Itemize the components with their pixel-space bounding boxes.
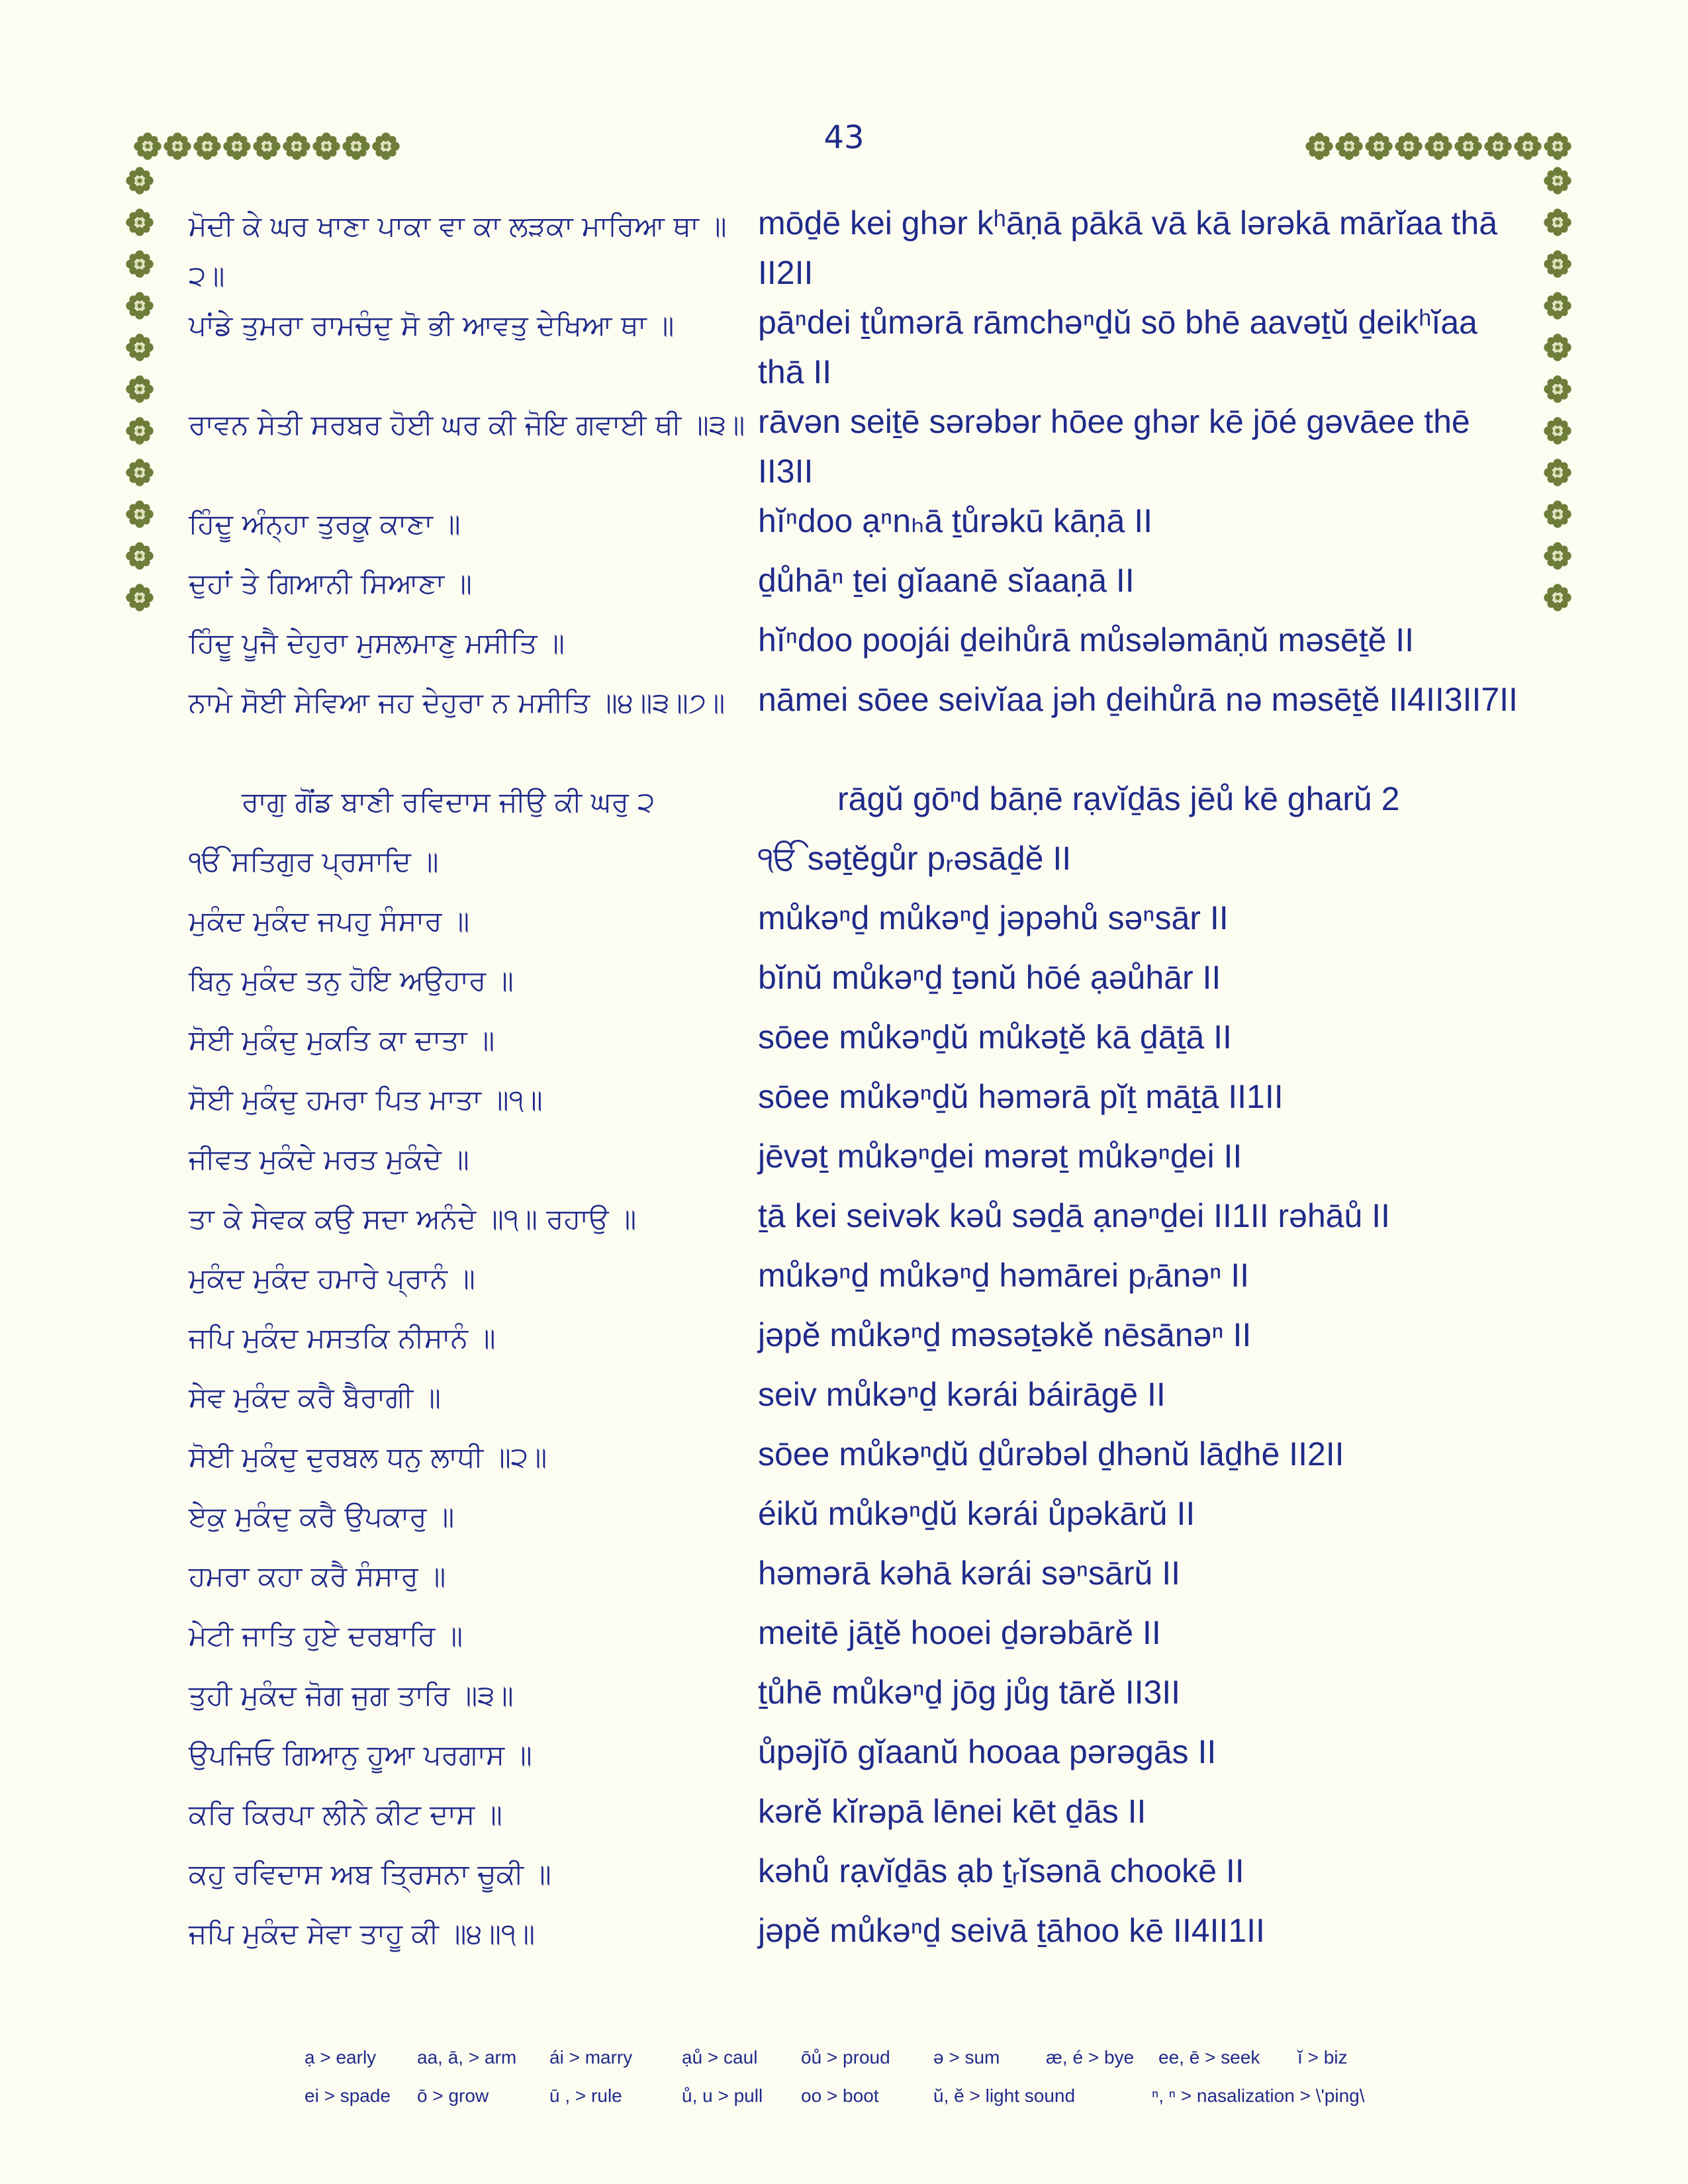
flower-icon [371, 131, 401, 161]
flower-icon [124, 582, 159, 624]
flower-icon [222, 131, 252, 161]
flower-icon [1542, 416, 1577, 457]
gurmukhi-text: ਪਾਂਡੇ ਤੁਮਰਾ ਰਾਮਚੰਦੁ ਸੋ ਭੀ ਆਵਤੁ ਦੇਖਿਆ ਥਾ ॥ [189, 309, 675, 341]
transliteration-text: meitē jāṯĕ hooei ḏərəbārĕ II [758, 1614, 1161, 1651]
verse-row [189, 1132, 1526, 1191]
flower-icon [1453, 131, 1483, 161]
flower-icon [124, 499, 155, 529]
gurmukhi-text: ਕਹੁ ਰਵਿਦਾਸ ਅਬ ਤ੍ਰਿਸਨਾ ਚੂਕੀ ॥ [189, 1858, 551, 1890]
flower-icon [1542, 207, 1573, 238]
gurmukhi-text: ਹਿੰਦੂ ਪੂਜੈ ਦੇਹੁਰਾ ਮੁਸਲਮਾਣੁ ਮਸੀਤਿ ॥ [189, 627, 565, 659]
transliteration-text: nāmei sōee seivĭaa jəh ḏeihůrā nə məsēṯĕ II4II3II7II [758, 681, 1518, 718]
verse-row [189, 1191, 1526, 1251]
transliteration-text: ḏůhāⁿ ṯei gĭaanē sĭaaṇā II [758, 562, 1135, 599]
flower-icon [192, 131, 222, 165]
gurmukhi-text: ਹਿੰਦੂ ਅੰਨ੍ਹਾ ਤੁਰਕੂ ਕਾਣਾ ॥ [189, 508, 461, 540]
verse-row [189, 1549, 1526, 1608]
gurmukhi-text: ਤੁਹੀ ਮੁਕੰਦ ਜੋਗ ਜੁਗ ਤਾਰਿ ॥੩॥ [189, 1679, 514, 1711]
verse-row [189, 953, 1526, 1013]
flower-icon [124, 291, 159, 332]
gurmukhi-text: ਸੋਈ ਮੁਕੰਦੁ ਮੁਕਤਿ ਕਾ ਦਾਤਾ ॥ [189, 1024, 495, 1056]
flower-icon [124, 332, 155, 363]
legend-item: ū , > rule [549, 2085, 622, 2106]
ornament-border-right [1542, 165, 1577, 624]
raag-heading-row [189, 774, 1526, 834]
legend-item: ŭ, ĕ > light sound [933, 2085, 1076, 2106]
flower-icon [1542, 165, 1573, 196]
flower-icon [1542, 131, 1572, 165]
gurmukhi-text: ਸੋਈ ਮੁਕੰਦੁ ਹਮਰਾ ਪਿਤ ਮਾਤਾ ॥੧॥ [189, 1083, 543, 1116]
verse-row [189, 1072, 1526, 1132]
verse-row [189, 1906, 1526, 1966]
flower-icon [222, 131, 252, 165]
flower-icon [124, 582, 155, 613]
flower-icon [1542, 582, 1577, 624]
flower-icon [124, 499, 159, 541]
flower-icon [124, 249, 159, 291]
flower-icon [1542, 457, 1573, 488]
gurmukhi-text: ਜਪਿ ਮੁਕੰਦ ਮਸਤਕਿ ਨੀਸਾਨੰ ॥ [189, 1322, 496, 1354]
transliteration-text: mōḏē kei ghər kʰāṇā pākā vā kā lərəkā mārĭaa thā II2II [758, 205, 1498, 291]
verse-row [189, 1608, 1526, 1668]
transliteration-text: můkəⁿḏ můkəⁿḏ jəpəhů səⁿsār II [758, 899, 1229, 936]
flower-icon [1542, 332, 1577, 374]
flower-icon [124, 374, 155, 404]
gurmukhi-text: ਮੁਕੰਦ ਮੁਕੰਦ ਜਪਹੁ ਸੰਸਾਰ ॥ [189, 905, 470, 937]
legend-row [305, 2077, 1496, 2115]
flower-icon [311, 131, 341, 165]
gurmukhi-text: ਜਪਿ ਮੁਕੰਦ ਸੇਵਾ ਤਾਹੂ ਕੀ ॥੪॥੧॥ [189, 1917, 536, 1950]
gurmukhi-text: ਮੇਟੀ ਜਾਤਿ ਹੁਏ ਦਰਬਾਰਿ ॥ [189, 1619, 463, 1652]
flower-icon [1513, 131, 1542, 165]
flower-icon [1542, 416, 1573, 446]
legend-item: ạ > early [305, 2047, 377, 2068]
transliteration-text: sōee můkəⁿḏŭ həmərā pĭṯ māṯā II1II [758, 1078, 1284, 1115]
flower-icon [341, 131, 371, 161]
flower-icon [1542, 457, 1577, 499]
verse-row [189, 298, 1526, 397]
flower-icon [124, 457, 155, 488]
transliteration-text: seiv můkəⁿḏ kərái báirāgē II [758, 1376, 1166, 1413]
verse-row [189, 1787, 1526, 1846]
flower-icon [1542, 291, 1577, 332]
ornament-border-top-right [1304, 131, 1572, 165]
verse-row [189, 1430, 1526, 1489]
flower-icon [162, 131, 193, 161]
flower-icon [311, 131, 342, 161]
transliteration-text: həmərā kəhā kərái səⁿsārŭ II [758, 1555, 1180, 1592]
flower-icon [124, 374, 159, 416]
transliteration-text: sōee můkəⁿḏŭ ḏůrəbəl ḏhənŭ lāḏhē II2II [758, 1435, 1344, 1473]
verse-row [189, 675, 1526, 774]
flower-icon [124, 207, 155, 238]
transliteration-text: kəhů rạvĭḏās ạb ṯᵣĭsənā chookē II [758, 1852, 1244, 1889]
flower-icon [124, 165, 155, 196]
flower-icon [124, 541, 155, 571]
verse-row [189, 1310, 1526, 1370]
verse-row [189, 893, 1526, 953]
flower-icon [1483, 131, 1513, 165]
flower-icon [132, 131, 162, 165]
flower-icon [124, 165, 159, 207]
flower-icon [124, 249, 155, 279]
legend-item: aa, ā, > arm [417, 2047, 517, 2068]
transliteration-text: hĭⁿdoo poojái ḏeihůrā můsələmāṇŭ məsēṯĕ II [758, 621, 1415, 659]
flower-icon [252, 131, 282, 161]
transliteration-text: ṯůhē můkəⁿḏ jōg jůg tārĕ II3II [758, 1674, 1181, 1711]
flower-icon [1542, 249, 1573, 279]
verse-row [189, 397, 1526, 496]
transliteration-text: éikŭ můkəⁿḏŭ kərái ůpəkārŭ II [758, 1495, 1196, 1532]
flower-icon [1364, 131, 1394, 161]
flower-icon [1423, 131, 1453, 165]
legend-row [305, 2038, 1496, 2077]
gurmukhi-text: ਸੋਈ ਮੁਕੰਦੁ ਦੁਰਬਲ ਧਨੁ ਲਾਧੀ ॥੨॥ [189, 1441, 547, 1473]
gurmukhi-text: ਉਪਜਿਓ ਗਿਆਨੁ ਹੂਆ ਪਰਗਾਸ ॥ [189, 1739, 532, 1771]
verse-row [189, 1727, 1526, 1787]
flower-icon [1542, 541, 1573, 571]
transliteration-text: sōee můkəⁿḏŭ můkəṯĕ kā ḏāṯā II [758, 1019, 1232, 1056]
gurmukhi-text: ੴ ਸਤਿਗੁਰ ਪ੍ਰਸਾਦਿ ॥ [189, 845, 439, 878]
transliteration-text: můkəⁿḏ můkəⁿḏ həmārei pᵣānəⁿ II [758, 1257, 1250, 1294]
verse-row [189, 1668, 1526, 1727]
gurmukhi-text: ਮੁਕੰਦ ਮੁਕੰਦ ਹਮਾਰੇ ਪ੍ਰਾਨੰ ॥ [189, 1262, 475, 1295]
gurmukhi-text: ਜੀਵਤ ਮੁਕੰਦੇ ਮਰਤ ਮੁਕੰਦੇ ॥ [189, 1143, 469, 1175]
flower-icon [341, 131, 371, 165]
gurmukhi-text: ਬਿਨੁ ਮੁਕੰਦ ਤਨੁ ਹੋਇ ਅਉਹਾਰ ॥ [189, 964, 514, 997]
legend-item: ů, u > pull [682, 2085, 763, 2106]
legend-item: oo > boot [801, 2085, 879, 2106]
flower-icon [132, 131, 163, 161]
ornament-border-top-left [132, 131, 400, 165]
flower-icon [1542, 207, 1577, 249]
flower-icon [1304, 131, 1334, 165]
transliteration-text: ੴ səṯĕgůr pᵣəsāḏĕ II [758, 840, 1072, 877]
flower-icon [1542, 374, 1573, 404]
transliteration-text: jēvəṯ můkəⁿḏei mərəṯ můkəⁿḏei II [758, 1138, 1243, 1175]
verse-row [189, 1251, 1526, 1310]
legend-item: ⁿ, ⁿ > nasalization > \'ping\ [1152, 2085, 1365, 2106]
transliteration-text: ůpəjĭō gĭaanŭ hooaa pərəgās II [758, 1733, 1217, 1770]
transliteration-text: bĭnŭ můkəⁿḏ ṯənŭ hōé ạəůhār II [758, 959, 1221, 996]
legend-item: ee, ē > seek [1158, 2047, 1260, 2068]
gurmukhi-text: ਨਾਮੇ ਸੋਈ ਸੇਵਿਆ ਜਹ ਦੇਹੁਰਾ ਨ ਮਸੀਤਿ ॥੪॥੩॥੭॥ [189, 686, 726, 719]
flower-icon [1334, 131, 1364, 161]
flower-icon [1393, 131, 1423, 165]
flower-icon [192, 131, 222, 161]
flower-icon [124, 291, 155, 321]
flower-icon [1542, 499, 1573, 529]
verse-row [189, 1370, 1526, 1430]
flower-icon [1393, 131, 1424, 161]
flower-icon [1423, 131, 1454, 161]
flower-icon [1542, 165, 1577, 207]
gurmukhi-text: ਰਾਗੁ ਗੋਂਡ ਬਾਣੀ ਰਵਿਦਾਸ ਜੀਉ ਕੀ ਘਰੁ ੨ [242, 786, 655, 818]
transliteration-text: kərĕ kĭrəpā lēnei kēt ḏās II [758, 1793, 1147, 1830]
pronunciation-legend [305, 2038, 1496, 2115]
verse-row [189, 1013, 1526, 1072]
flower-icon [1304, 131, 1335, 161]
verse-row [189, 1489, 1526, 1549]
flower-icon [1542, 131, 1573, 161]
legend-item: ōů > proud [801, 2047, 890, 2068]
transliteration-text: ṯā kei seivək kəů səḏā ạnəⁿḏei II1II rəhāů II [758, 1197, 1390, 1234]
verse-row [189, 496, 1526, 556]
flower-icon [1542, 291, 1573, 321]
gurmukhi-text: ਏਕੁ ਮੁਕੰਦੁ ਕਰੈ ਉਪਕਾਰੁ ॥ [189, 1500, 455, 1533]
gurmukhi-text: ਕਰਿ ਕਿਰਪਾ ਲੀਨੇ ਕੀਟ ਦਾਸ ॥ [189, 1798, 502, 1831]
flower-icon [124, 416, 155, 446]
gurmukhi-text: ਸੇਵ ਮੁਕੰਦ ਕਰੈ ਬੈਰਾਗੀ ॥ [189, 1381, 441, 1414]
page-number: 43 [823, 119, 865, 156]
transliteration-text: hĭⁿdoo ạⁿnₕā ṯůrəkū kāṇā II [758, 502, 1152, 539]
verse-row [189, 834, 1526, 893]
legend-item: ei > spade [305, 2085, 391, 2106]
flower-icon [1542, 332, 1573, 363]
flower-icon [162, 131, 192, 165]
verse-row [189, 556, 1526, 615]
flower-icon [1453, 131, 1483, 165]
flower-icon [124, 457, 159, 499]
gurmukhi-text: ਮੋਦੀ ਕੇ ਘਰ ਖਾਣਾ ਪਾਕਾ ਵਾ ਕਾ ਲੜਕਾ ਮਾਰਿਆ ਥਾ ॥੨॥ [189, 210, 727, 292]
legend-item: ō > grow [417, 2085, 489, 2106]
ornament-border-left [124, 165, 159, 624]
flower-icon [124, 332, 159, 374]
legend-item: ĭ > biz [1297, 2047, 1348, 2068]
flower-icon [1364, 131, 1393, 165]
transliteration-text: rāvən seiṯē sərəbər hōee ghər kē jōé gəvāee thē II3II [758, 403, 1470, 490]
legend-item: ạů > caul [682, 2047, 758, 2068]
flower-icon [1542, 582, 1573, 613]
flower-icon [124, 541, 159, 582]
verse-table [189, 199, 1526, 1966]
flower-icon [281, 131, 311, 165]
flower-icon [1542, 374, 1577, 416]
gurmukhi-text: ਹਮਰਾ ਕਹਾ ਕਰੈ ਸੰਸਾਰੁ ॥ [189, 1560, 446, 1592]
flower-icon [1542, 499, 1577, 541]
verse-row [189, 199, 1526, 298]
verse-row [189, 1846, 1526, 1906]
legend-item: æ, é > bye [1046, 2047, 1135, 2068]
transliteration-text: pāⁿdei ṯůmərā rāmchəⁿḏŭ sō bhē aavəṯŭ ḏeikʰĭaa thā II [758, 304, 1477, 390]
flower-icon [281, 131, 312, 161]
flower-icon [124, 416, 159, 457]
verse-row [189, 615, 1526, 675]
flower-icon [124, 207, 159, 249]
flower-icon [252, 131, 281, 165]
gurmukhi-text: ਦੁਹਾਂ ਤੇ ਗਿਆਨੀ ਸਿਆਣਾ ॥ [189, 567, 472, 600]
legend-item: ə > sum [933, 2047, 1000, 2068]
flower-icon [1542, 541, 1577, 582]
gurmukhi-text: ਤਾ ਕੇ ਸੇਵਕ ਕਉ ਸਦਾ ਅਨੰਦੇ ॥੧॥ ਰਹਾਉ ॥ [189, 1203, 637, 1235]
flower-icon [1513, 131, 1543, 161]
flower-icon [1542, 249, 1577, 291]
flower-icon [1334, 131, 1364, 165]
transliteration-text: jəpĕ můkəⁿḏ seivā ṯāhoo kē II4II1II [758, 1912, 1265, 1949]
transliteration-text: jəpĕ můkəⁿḏ məsəṯəkĕ nēsānəⁿ II [758, 1316, 1252, 1353]
legend-item: ái > marry [549, 2047, 633, 2068]
flower-icon [1483, 131, 1513, 161]
transliteration-text: rāgŭ gōⁿd bāṇē rạvĭḏās jēů kē gharŭ 2 [837, 780, 1400, 817]
gurmukhi-text: ਰਾਵਨ ਸੇਤੀ ਸਰਬਰ ਹੋਈ ਘਰ ਕੀ ਜੋਇ ਗਵਾਈ ਥੀ ॥੩॥ [189, 408, 745, 441]
flower-icon [371, 131, 400, 165]
